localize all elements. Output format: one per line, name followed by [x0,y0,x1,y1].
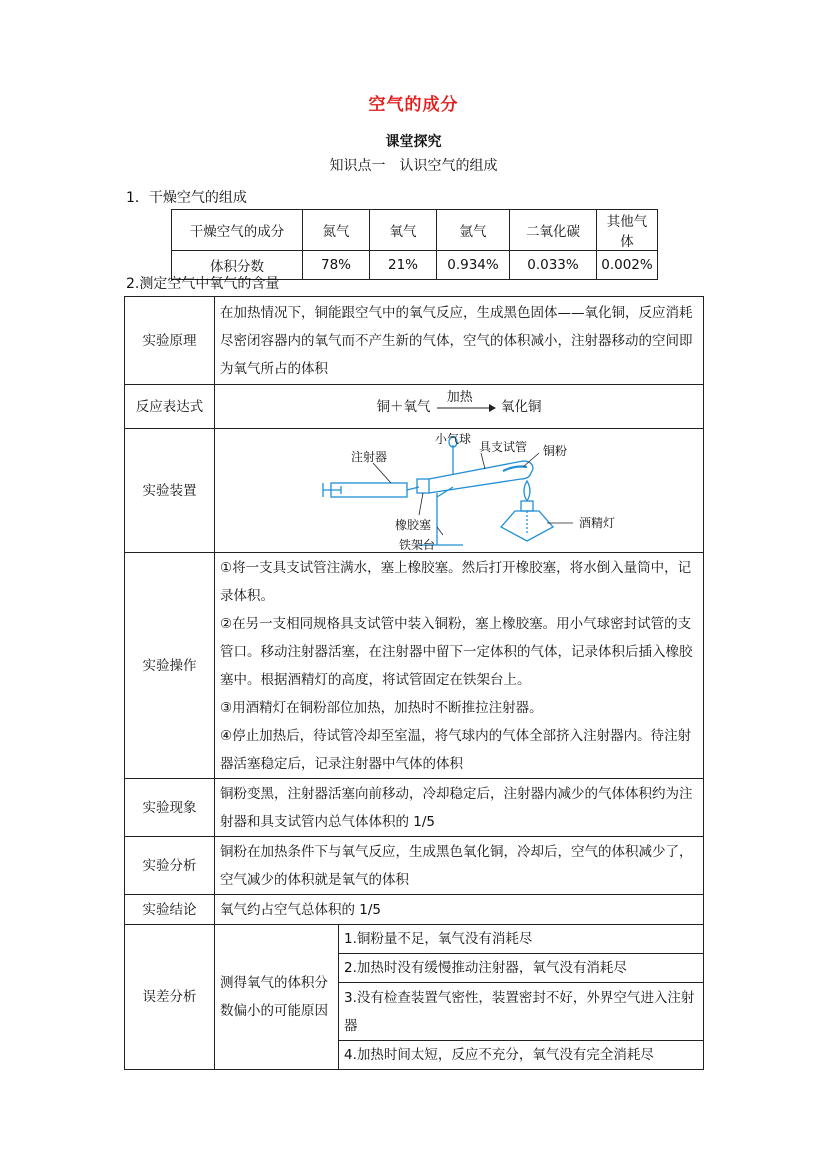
label-balloon: 小气球 [435,431,472,446]
table-header-cell: 氩气 [437,210,510,251]
reactants: 铜＋氧气 [376,398,431,415]
arrow-icon [435,403,497,413]
row-label: 误差分析 [125,925,215,1070]
row-label: 实验操作 [125,553,215,779]
table-header-row [172,210,658,251]
error-reason: 3.没有检查装置气密性，装置密封不好，外界空气进入注射器 [339,983,704,1041]
table-header-cell: 氮气 [303,210,370,251]
table-header-cell: 二氧化碳 [510,210,597,251]
label-syringe: 注射器 [351,449,388,464]
apparatus-cell [215,429,704,553]
table-header-cell: 干燥空气的成分 [172,210,303,251]
table-row-error [125,925,704,954]
operation-step: ①将一支具支试管注满水，塞上橡胶塞。然后打开橡胶塞，将水倒入量筒中，记录体积。 [220,559,692,604]
row-label: 实验原理 [125,297,215,385]
section2-heading: 2.测定空气中氧气的含量 [126,276,280,292]
label-stand: 铁架台 [399,537,436,551]
page-title: 空气的成分 [368,95,459,115]
table-cell: 0.033% [510,251,597,280]
label-tube: 具支试管 [479,439,528,454]
section-subtitle: 课堂探究 [385,134,442,150]
error-reason-label: 测得氧气的体积分数偏小的可能原因 [215,925,339,1070]
table-row-analysis [125,837,704,895]
pointer-stopper [419,493,423,515]
syringe-barrel [331,483,407,497]
operation-step: ③用酒精灯在铜粉部位加热，加热时不断推拉注射器。 [220,699,543,716]
phenomenon-text: 铜粉变黑，注射器活塞向前移动，冷却稳定后，注射器内减少的气体体积约为注射器和具支试管内总气体体积的 1/5 [215,779,704,837]
table-row-apparatus [125,429,704,553]
row-label: 实验现象 [125,779,215,837]
conclusion-text: 氧气约占空气总体积的 1/5 [215,895,704,925]
table-cell: 78% [303,251,370,280]
row-label: 实验结论 [125,895,215,925]
label-copper: 铜粉 [543,443,568,458]
flame [524,481,530,501]
row-label: 实验分析 [125,837,215,895]
label-lamp: 酒精灯 [579,515,616,530]
pointer-stand [437,527,443,535]
operation-step: ②在另一支相同规格具支试管中装入铜粉，塞上橡胶塞。用小气球密封试管的支管口。移动注射器活塞，在注射器中留下一定体积的气体，记录体积后插入橡胶塞中。根据酒精灯的高度，将试管固定在铁架台上。 [220,615,693,688]
operation-steps [215,553,704,779]
table-row-conclusion [125,895,704,925]
table-cell: 21% [370,251,437,280]
pointer-copper [523,453,539,467]
row-label: 实验装置 [125,429,215,553]
table-row-principle [125,297,704,385]
label-stopper: 橡胶塞 [395,517,432,532]
error-reason: 2.加热时没有缓慢推动注射器，氧气没有消耗尽 [339,954,704,983]
table-row-operation [125,553,704,779]
pointer-tube [481,453,485,469]
table-row-phenomenon [125,779,704,837]
operation-step: ④停止加热后，待试管冷却至室温，将气球内的气体全部挤入注射器内。待注射器活塞稳定后，记录注射器中气体的体积 [220,727,692,772]
row-label: 反应表达式 [125,385,215,429]
air-composition-table [171,209,658,280]
table-cell: 0.934% [437,251,510,280]
reaction-expression [215,385,704,429]
table-cell: 0.002% [597,251,658,280]
product: 氧化铜 [501,398,542,415]
pointer-syringe [373,463,391,483]
lamp-neck [521,501,533,511]
table-cell: 体积分数 [172,251,303,280]
error-reason: 4.加热时间太短，反应不充分，氧气没有完全消耗尽 [339,1041,704,1070]
reaction-arrow [435,389,497,415]
error-reason: 1.铜粉量不足，氧气没有消耗尽 [339,925,704,954]
analysis-text: 铜粉在加热条件下与氧气反应，生成黑色氧化铜，冷却后，空气的体积减少了，空气减少的体积就是氧气的体积 [215,837,704,895]
table-row-reaction [125,385,704,429]
apparatus-diagram [223,431,703,551]
knowledge-point-heading: 知识点一 认识空气的组成 [329,158,498,174]
oxygen-experiment-table [124,296,704,1070]
rubber-stopper [417,479,429,493]
table-header-cell: 氧气 [370,210,437,251]
reaction-condition: 加热 [446,389,473,405]
section1-heading: 1．干燥空气的组成 [126,190,247,206]
principle-text: 在加热情况下，铜能跟空气中的氧气反应，生成黑色固体——氧化铜，反应消耗尽密闭容器内的氧气而不产生新的气体，空气的体积减小，注射器移动的空间即为氧气所占的体积 [215,297,704,385]
table-header-cell: 其他气体 [597,210,658,251]
